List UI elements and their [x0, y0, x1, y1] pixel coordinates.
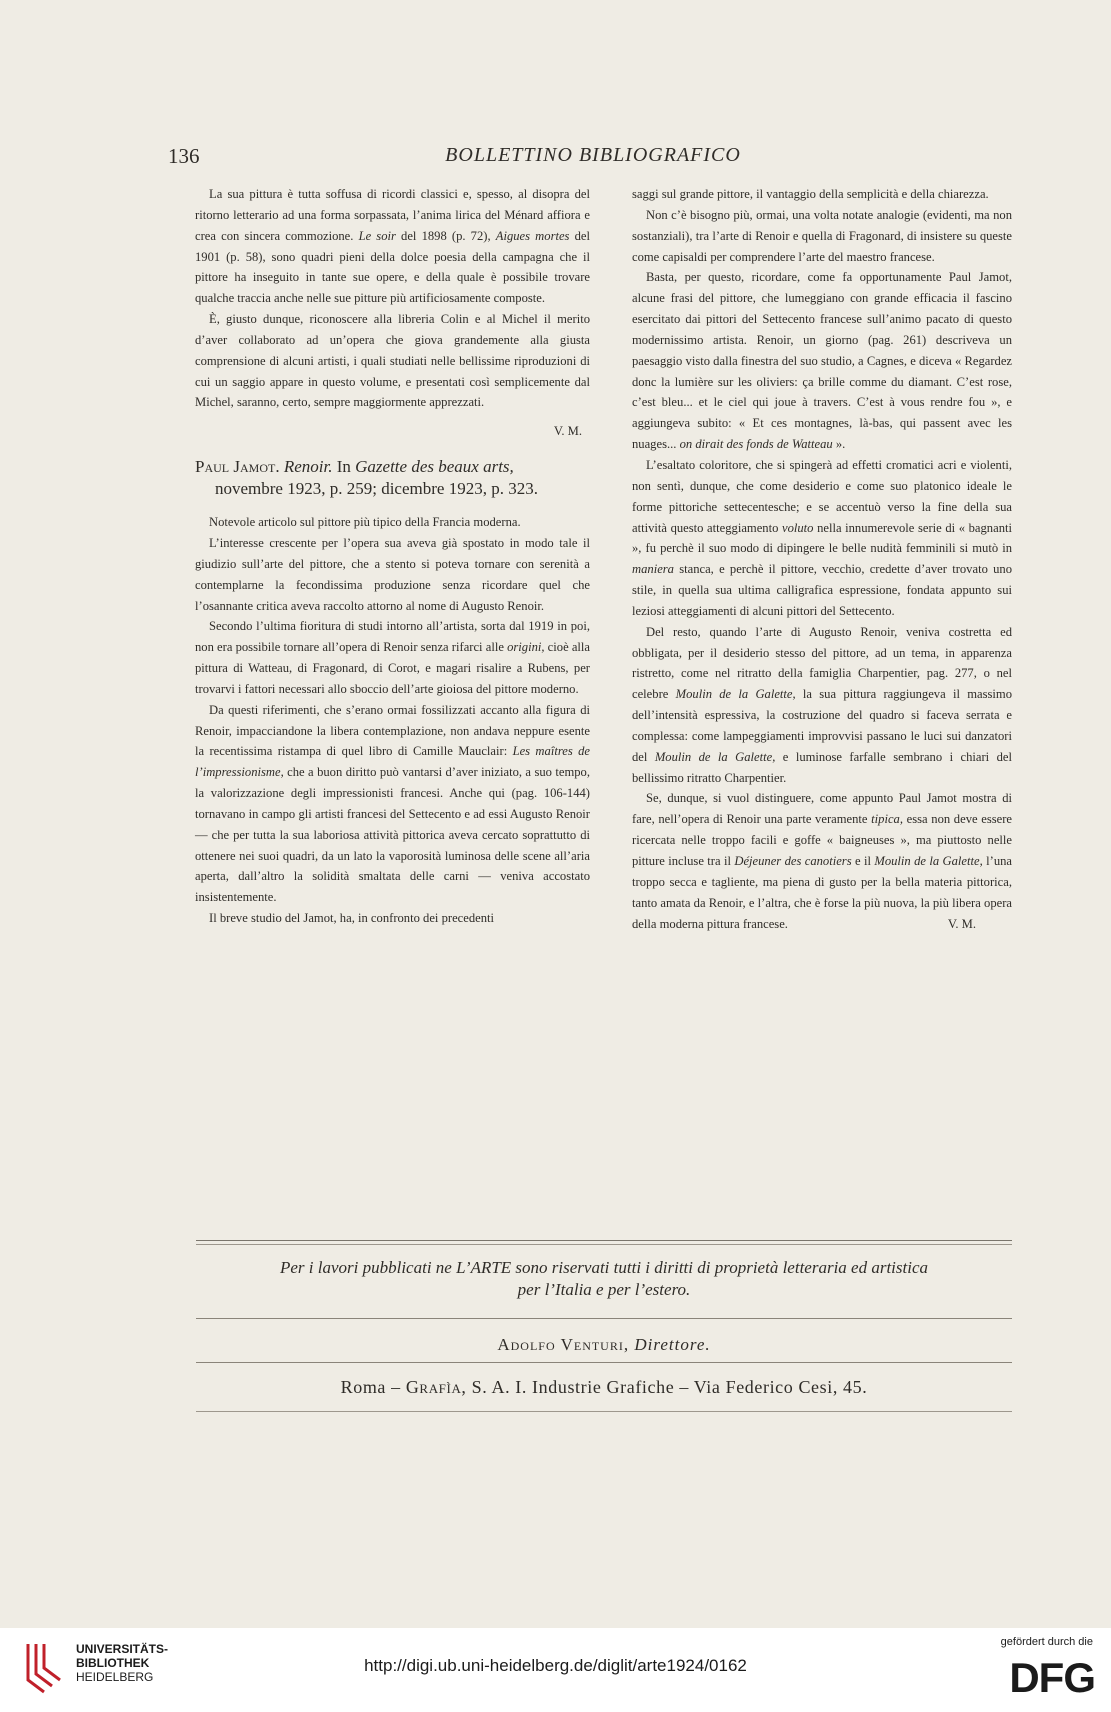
director-line: Adolfo Venturi, Direttore.	[497, 1335, 711, 1354]
divider-rule	[196, 1318, 1012, 1319]
right-column	[632, 184, 1012, 934]
funded-by-label: gefördert durch die	[1000, 1636, 1093, 1648]
divider-rule	[196, 1244, 1012, 1245]
paragraph: È, giusto dunque, riconoscere alla libreria Colin e al Michel il merito d’aver collaborato ad un’opera che giova grandemente alla giusta comprensione di alcuni artisti, i quali studiati nelle bellissime riproduzioni di cui un saggio appare in questo volume, e presentati così semplicemente dal Michel, saranno, certo, sempre maggiormente apprezzati.	[195, 312, 590, 410]
dfg-logo: DFG	[1009, 1654, 1095, 1701]
paragraph: Notevole articolo sul pittore più tipico della Francia moderna.	[209, 515, 521, 530]
paragraph: L’esaltato coloritore, che si spingerà ad effetti cromatici acri e violenti, non sentì, dunque, che come desiderio e come suo platonico ideale le forme pittoriche settecentesche; e se accentuò verso la fine della sua attività questo atteggiamento voluto nella innumerevole serie di « bagnanti », fu perchè il suo modo di dipingere le belle nudità femminili si mutò in maniera stanca, e perchè il pittore, vecchio, credette d’aver trovato uno stile, in quella sua ultima calligrafica espressione, fondata appunto sui leziosi atteggiamenti di alcuni pittori del Settecento.	[632, 457, 1012, 618]
paragraph: Il breve studio del Jamot, ha, in confronto dei precedenti	[209, 911, 495, 926]
library-footer-bar	[0, 1628, 1111, 1712]
left-column	[195, 184, 590, 929]
running-title: BOLLETTINO BIBLIOGRAFICO	[445, 144, 741, 166]
signature: V. M.	[947, 916, 976, 931]
page-number: 136	[168, 144, 200, 168]
paragraph: saggi sul grande pittore, il vantaggio della semplicità e della chiarezza.	[632, 187, 989, 201]
divider-rule	[196, 1362, 1012, 1363]
university-library-name: UNIVERSITÄTS- BIBLIOTHEK HEIDELBERG	[76, 1642, 169, 1684]
page-header	[168, 144, 1018, 174]
paragraph: Del resto, quando l’arte di Augusto Renoir, veniva costretta ed obbligata, per il desiderio stesso del pittore, ad un tema, in apparenza ristretto, come nel ritratto della famiglia Charpentier, pag. 277, o nel celebre Moulin de la Galette, la sua pittura raggiungeva il massimo dell’intensità espressiva, la costruzione del quadro si faceva serrata e complessa: come lampeggiamenti improvvisi passano le luci sui danzatori del Moulin de la Galette, e luminose farfalle sembrano i chiari del bellissimo ritratto Charpentier.	[632, 624, 1012, 785]
signature: V. M.	[553, 424, 582, 439]
divider-rule	[196, 1240, 1012, 1241]
rights-notice: Per i lavori pubblicati ne L’ARTE sono riservati tutti i diritti di proprietà letteraria ed artistica per l’Italia e per l’estero.	[279, 1258, 929, 1299]
printer-line: Roma – Grafìa, S. A. I. Industrie Grafiche – Via Federico Cesi, 45.	[340, 1377, 868, 1397]
permalink-url[interactable]: http://digi.ub.uni-heidelberg.de/diglit/arte1924/0162	[364, 1656, 747, 1675]
paragraph: La sua pittura è tutta soffusa di ricordi classici e, spesso, al disopra del ritorno letterario ad una forma sorpassata, l’anima lirica del Ménard affiora e crea con sincera commozione. Le soir del 1898 (p. 72), Aigues mortes del 1901 (p. 58), sono quadri pieni della dolce poesia della campagna che il pittore ha inseguito in tante sue opere, e della quale è possibile trovare qualche traccia anche nelle sue pitture più artificiosamente composte.	[195, 187, 590, 306]
bibliographic-entry-heading: Paul Jamot. Renoir. In Gazette des beaux arts, novembre 1923, p. 259; dicembre 1923, p. 323.	[195, 457, 538, 499]
divider-rule	[196, 1411, 1012, 1412]
paragraph: L’interesse crescente per l’opera sua aveva già spostato in modo tale il giudizio sull’arte del pittore, che a stento si poteva tornare con serenità a contemplarne la fecondissima produzione senza ricordare quel che l’osannante critica aveva raccolto attorno al nome di Augusto Renoir.	[195, 535, 590, 613]
paragraph: Non c’è bisogno più, ormai, una volta notate analogie (evidenti, ma non sostanziali), tra l’arte di Renoir e quella di Fragonard, di insistere su queste come capisaldi per comprendere l’arte del maestro francese.	[632, 207, 1012, 264]
paragraph: Basta, per questo, ricordare, come fa opportunamente Paul Jamot, alcune frasi del pittore, che lumeggiano con grande efficacia il fascino esercitato dai pittori del Settecento francese sull’animo pacato di questo modernissimo artista. Renoir, un giorno (pag. 261) descriveva un paesaggio visto dalla finestra del suo studio, a Cagnes, e diceva « Regardez donc la lumière sur les oliviers: ça brille comme du diamant. C’est rose, c’est bleu... et le ciel qui joue à travers. C’est à vous rendre fou », e aggiungeva subito: « Et ces montagnes, là-bas, qui passent avec les nuages... on dirait des fonds de Watteau ».	[632, 270, 1012, 452]
paragraph: Da questi riferimenti, che s’erano ormai fossilizzati accanto alla figura di Renoir, impacciandone la libera contemplazione, non andava neppure esente la recentissima ristampa di quel libro di Camille Mauclair: Les maîtres de l’impressionisme, che a buon diritto può vantarsi d’aver iniziato, a suo tempo, la valorizzazione degli impressionisti francesi. Anche qui (pag. 106-144) tornavano in campo gli artisti francesi del Settecento e ad essi Augusto Renoir — che per tutta la sua laboriosa attività pittorica aveva cercato soprattutto di ottenere nei suoi quadri, da un lato la vaporosità luminosa delle scene all’aria aperta, dall’altro la solidità smaltata delle carni — veniva accostato insistentemente.	[195, 702, 591, 905]
paragraph: Secondo l’ultima fioritura di studi intorno all’artista, sorta dal 1919 in poi, non era possibile tornare all’opera di Renoir senza rifarci alle origini, cioè alla pittura di Watteau, di Fragonard, di Corot, e magari risalire a Rubens, per trovarvi i fattori necessari allo sboccio dell’arte gioiosa del pittore moderno.	[195, 619, 590, 696]
paragraph: Se, dunque, si vuol distinguere, come appunto Paul Jamot mostra di fare, nell’opera di Renoir una parte veramente tipica, essa non deve essere ricercata nelle troppo facili e goffe « baigneuses », ma piuttosto nelle pitture incluse tra il Déjeuner des canotiers e il Moulin de la Galette, l’una troppo secca e tagliente, ma piena di gusto per la bella materia pittorica, tanto amata da Renoir, e l’altra, che è forse la più nuova, la più libera opera della moderna pittura francese. V. M.	[632, 788, 1012, 934]
